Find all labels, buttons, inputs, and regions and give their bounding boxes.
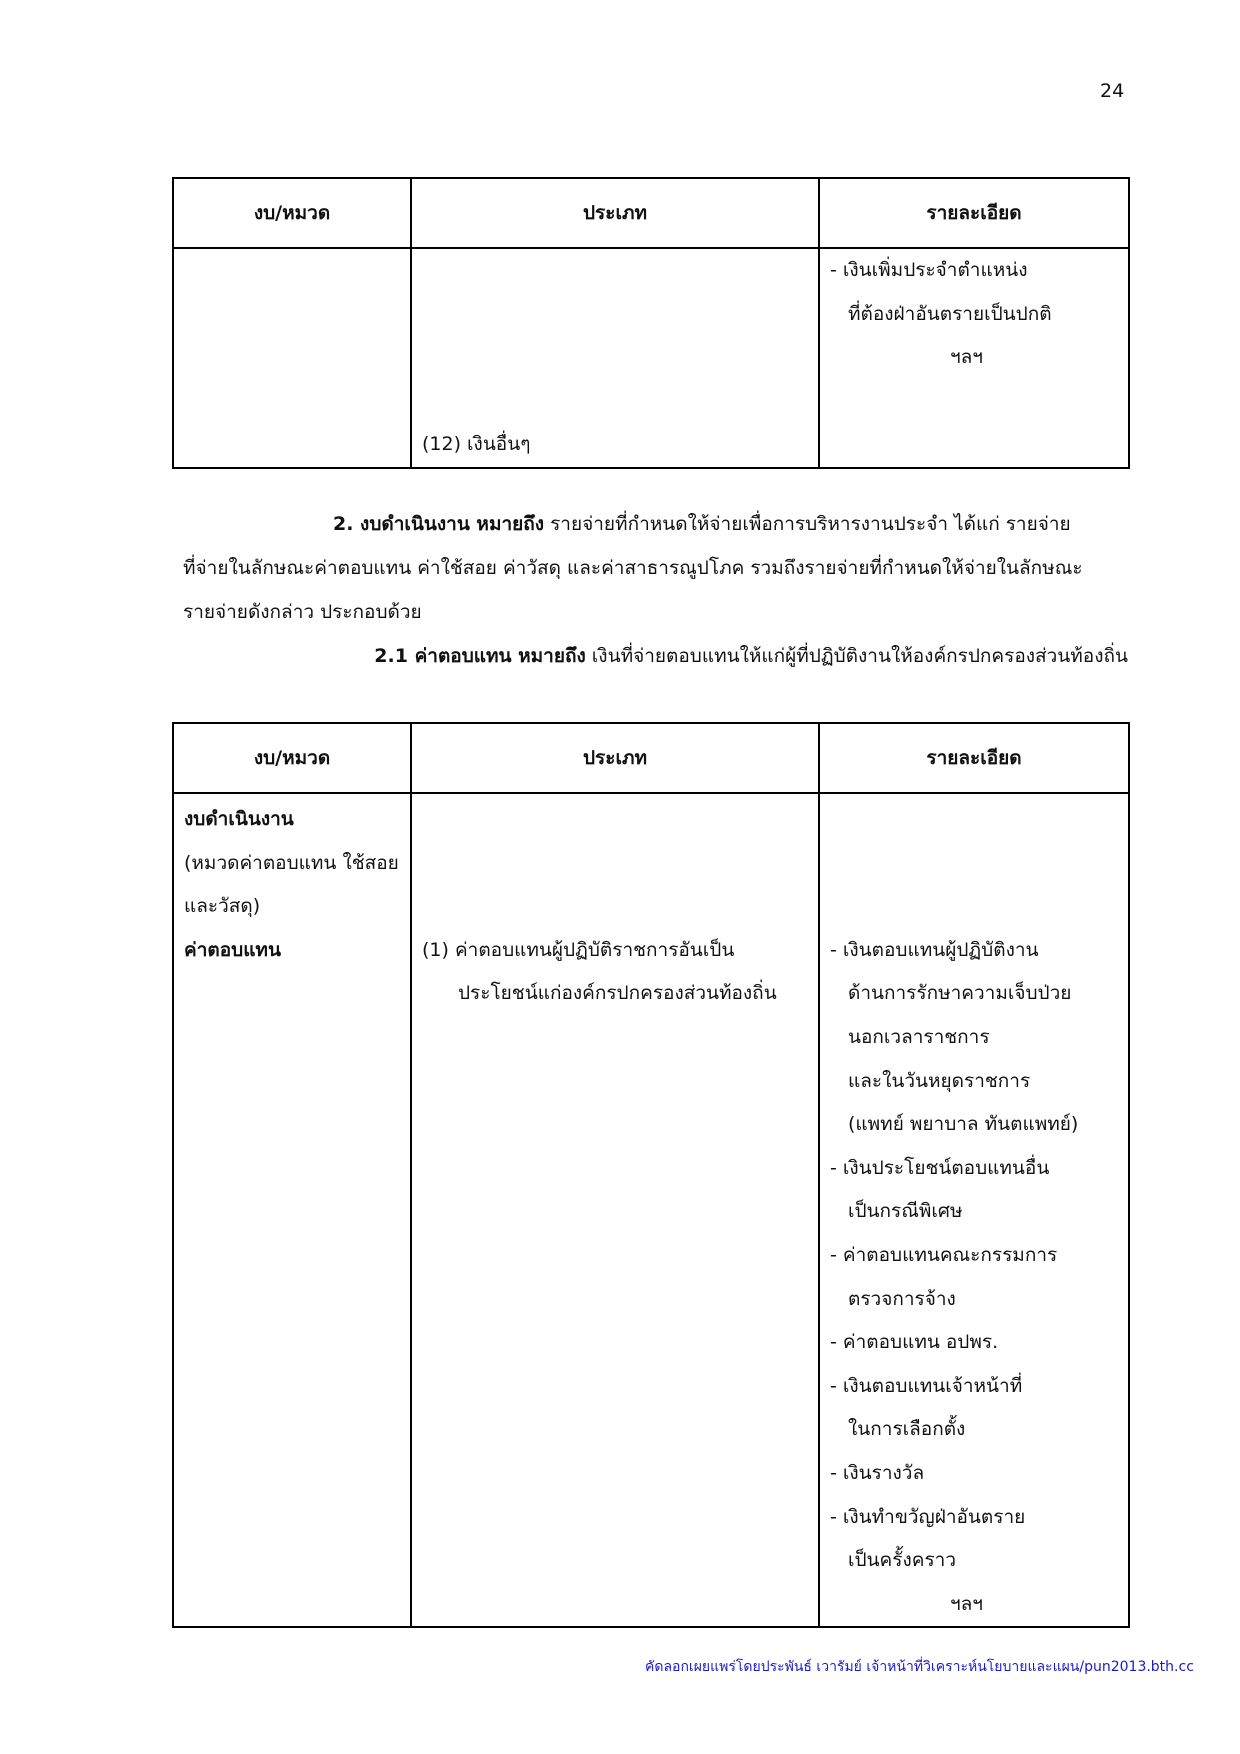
- header-detail: รายละเอียด: [819, 723, 1129, 793]
- footer-credit: คัดลอกเผยแพร่โดยประพันธ์ เวารัมย์ เจ้าหน้าที่วิเคราะห์นโยบายและแผน/pun2013.bth.cc: [645, 1659, 1194, 1675]
- detail-line: - เงินทำขวัญฝ่าอันตราย: [830, 1505, 1026, 1528]
- cell-detail: [819, 793, 1129, 1627]
- detail-line: และในวันหยุดราชการ: [848, 1069, 1031, 1092]
- cell-detail: [819, 248, 1129, 468]
- detail-line: เป็นกรณีพิเศษ: [848, 1200, 963, 1223]
- category-line: (หมวดค่าตอบแทน ใช้สอย: [184, 851, 399, 874]
- detail-line: - เงินเพิ่มประจำตำแหน่ง: [830, 259, 1028, 281]
- detail-line: เป็นครั้งคราว: [848, 1549, 956, 1572]
- header-category: งบ/หมวด: [173, 723, 411, 793]
- header-type: ประเภท: [411, 178, 819, 248]
- cell-category: [173, 248, 411, 468]
- detail-line: ฯลฯ: [950, 346, 983, 369]
- detail-line: นอกเวลาราชการ: [848, 1025, 990, 1048]
- header-detail: รายละเอียด: [819, 178, 1129, 248]
- detail-line: ที่ต้องฝ่าอันตรายเป็นปกติ: [848, 302, 1052, 325]
- detail-line: (แพทย์ พยาบาล ทันตแพทย์): [848, 1113, 1079, 1136]
- paragraph-text: รายจ่ายที่กำหนดให้จ่ายเพื่อการบริหารงานประจำ ได้แก่ รายจ่าย: [544, 513, 1071, 535]
- budget-table-2: [172, 722, 1130, 1628]
- term-operating-budget: 2. งบดำเนินงาน หมายถึง: [333, 513, 545, 535]
- detail-line: - ค่าตอบแทน อปพร.: [830, 1331, 999, 1354]
- detail-line: - เงินประโยชน์ตอบแทนอื่น: [830, 1156, 1050, 1179]
- paragraph-operating-budget: [183, 502, 1128, 678]
- detail-line: ด้านการรักษาความเจ็บป่วย: [848, 982, 1072, 1005]
- type-item: (12) เงินอื่นๆ: [422, 433, 531, 455]
- category-line: ค่าตอบแทน: [184, 938, 281, 961]
- detail-line: - เงินตอบแทนเจ้าหน้าที่: [830, 1374, 1023, 1397]
- cell-type: [411, 248, 819, 468]
- detail-line: - เงินรางวัล: [830, 1461, 925, 1484]
- paragraph-text: เงินที่จ่ายตอบแทนให้แก่ผู้ที่ปฏิบัติงานให้องค์กรปกครองส่วนท้องถิ่น: [585, 645, 1128, 667]
- paragraph-text: ที่จ่ายในลักษณะค่าตอบแทน ค่าใช้สอย ค่าวัสดุ และค่าสาธารณูปโภค รวมถึงรายจ่ายที่กำหนดให้จ่ายในลักษณะ: [183, 557, 1083, 579]
- page-number: 24: [1100, 80, 1125, 102]
- detail-line: ตรวจการจ้าง: [848, 1287, 956, 1310]
- detail-line: - เงินตอบแทนผู้ปฏิบัติงาน: [830, 938, 1039, 961]
- detail-line: ฯลฯ: [950, 1592, 983, 1615]
- header-type: ประเภท: [411, 723, 819, 793]
- detail-line: - ค่าตอบแทนคณะกรรมการ: [830, 1243, 1058, 1266]
- budget-table-1: [172, 177, 1130, 469]
- category-line: งบดำเนินงาน: [184, 808, 294, 830]
- header-category: งบ/หมวด: [173, 178, 411, 248]
- paragraph-text: รายจ่ายดังกล่าว ประกอบด้วย: [183, 601, 422, 623]
- term-compensation: 2.1 ค่าตอบแทน หมายถึง: [374, 645, 586, 667]
- detail-line: ในการเลือกตั้ง: [848, 1418, 966, 1441]
- type-line: (1) ค่าตอบแทนผู้ปฏิบัติราชการอันเป็น: [422, 938, 735, 961]
- cell-type: [411, 793, 819, 1627]
- type-line: ประโยชน์แก่องค์กรปกครองส่วนท้องถิ่น: [458, 982, 777, 1005]
- cell-category: [173, 793, 411, 1627]
- category-line: และวัสดุ): [184, 895, 261, 918]
